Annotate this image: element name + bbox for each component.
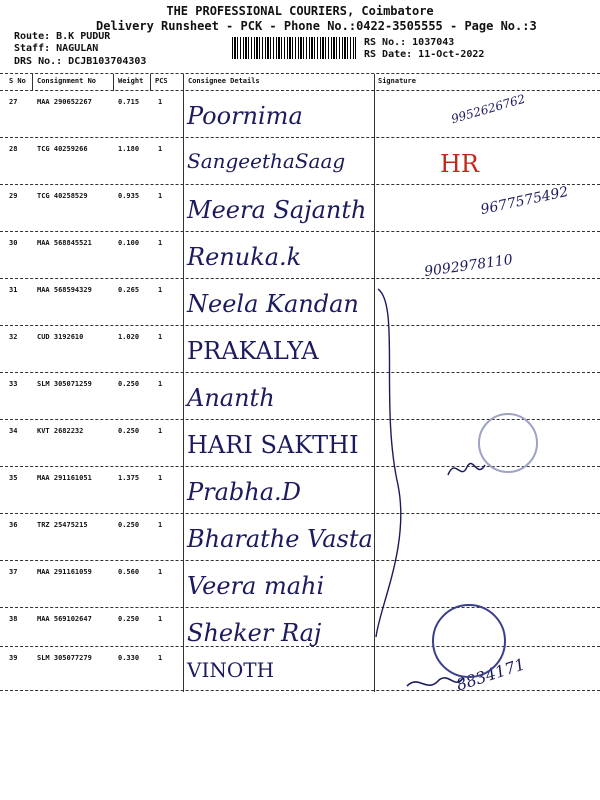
row-weight: 0.250 <box>118 427 140 435</box>
signature-initials: HR <box>440 150 479 178</box>
row-divider <box>0 372 600 373</box>
row-sno: 33 <box>9 380 18 388</box>
col-divider <box>150 74 151 91</box>
row-pcs: 1 <box>158 568 163 576</box>
column-header-row <box>0 75 600 89</box>
row-consignee: Renuka.k <box>187 243 302 271</box>
signature-phone: 9952626762 <box>449 91 527 127</box>
row-sno: 36 <box>9 521 18 529</box>
courier-stamp <box>478 413 538 473</box>
row-pcs: 1 <box>158 427 163 435</box>
row-consignment: MAA 291161059 <box>37 568 92 576</box>
row-weight: 0.250 <box>118 380 140 388</box>
row-consignment: SLM 305071259 <box>37 380 92 388</box>
row-consignee: Poornima <box>187 102 303 130</box>
col-sno: S No <box>9 77 26 85</box>
row-consignment: MAA 291161051 <box>37 474 92 482</box>
row-divider <box>0 646 600 647</box>
row-divider <box>0 607 600 608</box>
delivery-bracket-mark <box>370 285 420 645</box>
signature-number: 8834171 <box>453 654 528 695</box>
row-sno: 32 <box>9 333 18 341</box>
row-consignee: HARI SAKTHI <box>187 431 359 459</box>
row-sno: 37 <box>9 568 18 576</box>
rs-date: RS Date: 11-Oct-2022 <box>364 49 485 60</box>
col-consignee: Consignee Details <box>188 77 260 85</box>
col-divider <box>113 74 114 91</box>
row-consignment: SLM 305077279 <box>37 654 92 662</box>
row-pcs: 1 <box>158 286 163 294</box>
row-pcs: 1 <box>158 521 163 529</box>
table-row <box>0 515 600 560</box>
row-consignee: Sheker Raj <box>187 619 322 647</box>
row-pcs: 1 <box>158 145 163 153</box>
row-sno: 27 <box>9 98 18 106</box>
row-sno: 39 <box>9 654 18 662</box>
row-sno: 34 <box>9 427 18 435</box>
row-pcs: 1 <box>158 474 163 482</box>
header-bottom-rule <box>0 90 600 91</box>
row-consignment: MAA 290652267 <box>37 98 92 106</box>
col-weight: Weight <box>118 77 144 85</box>
row-consignment: CUD 3192610 <box>37 333 84 341</box>
row-weight: 0.715 <box>118 98 140 106</box>
row-consignee: Neela Kandan <box>187 290 359 318</box>
row-sno: 31 <box>9 286 18 294</box>
row-weight: 0.265 <box>118 286 140 294</box>
row-weight: 1.375 <box>118 474 140 482</box>
row-consignee: Veera mahi <box>187 572 325 600</box>
col-divider <box>32 74 33 91</box>
row-consignment: KVT 2682232 <box>37 427 84 435</box>
row-consignment: MAA 568594329 <box>37 286 92 294</box>
row-sno: 29 <box>9 192 18 200</box>
row-weight: 0.100 <box>118 239 140 247</box>
row-consignee: Prabha.D <box>187 478 301 506</box>
row-consignee: Meera Sajanth <box>187 196 367 224</box>
row-divider <box>0 690 600 691</box>
table-row <box>0 468 600 513</box>
row-consignee: SangeethaSaag <box>187 149 346 173</box>
row-divider <box>0 325 600 326</box>
table-row <box>0 562 600 607</box>
row-pcs: 1 <box>158 380 163 388</box>
page-title: THE PROFESSIONAL COURIERS, Coimbatore <box>166 4 434 18</box>
route-label: Route: B.K PUDUR <box>14 31 111 42</box>
row-pcs: 1 <box>158 239 163 247</box>
row-divider <box>0 278 600 279</box>
row-consignment: TCG 40259266 <box>37 145 88 153</box>
row-consignee: PRAKALYA <box>187 337 319 365</box>
row-consignment: TRZ 25475215 <box>37 521 88 529</box>
row-pcs: 1 <box>158 192 163 200</box>
table-row <box>0 327 600 372</box>
row-divider <box>0 137 600 138</box>
row-consignee: VINOTH <box>187 658 275 682</box>
courier-stamp <box>432 604 506 678</box>
row-sno: 30 <box>9 239 18 247</box>
row-pcs: 1 <box>158 654 163 662</box>
runsheet-subtitle: Delivery Runsheet - PCK - Phone No.:0422-3505555 - Page No.:3 <box>96 19 537 33</box>
table-row <box>0 139 600 184</box>
row-divider <box>0 560 600 561</box>
row-consignment: MAA 569102647 <box>37 615 92 623</box>
row-divider <box>0 513 600 514</box>
signature-phone: 9677575492 <box>479 183 570 219</box>
row-sno: 28 <box>9 145 18 153</box>
col-pcs: PCS <box>155 77 168 85</box>
row-pcs: 1 <box>158 98 163 106</box>
staff-label: Staff: NAGULAN <box>14 43 99 54</box>
row-sno: 35 <box>9 474 18 482</box>
row-weight: 0.330 <box>118 654 140 662</box>
row-weight: 1.180 <box>118 145 140 153</box>
rs-number: RS No.: 1037043 <box>364 37 455 48</box>
header-top-rule <box>0 73 600 74</box>
row-consignee: Ananth <box>187 384 275 412</box>
signature-phone: 9092978110 <box>423 251 514 281</box>
barcode <box>232 37 356 59</box>
row-consignee: Bharathe Vasta <box>187 525 373 553</box>
row-weight: 0.250 <box>118 615 140 623</box>
row-weight: 0.560 <box>118 568 140 576</box>
row-weight: 1.020 <box>118 333 140 341</box>
row-consignment: MAA 568845521 <box>37 239 92 247</box>
row-pcs: 1 <box>158 333 163 341</box>
drs-number: DRS No.: DCJB103704303 <box>14 56 147 67</box>
table-row <box>0 280 600 325</box>
row-weight: 0.250 <box>118 521 140 529</box>
col-signature: Signature <box>378 77 416 85</box>
col-consignment: Consignment No <box>37 77 97 85</box>
row-divider <box>0 184 600 185</box>
row-divider <box>0 231 600 232</box>
row-consignment: TCG 40258529 <box>37 192 88 200</box>
row-sno: 38 <box>9 615 18 623</box>
row-weight: 0.935 <box>118 192 140 200</box>
row-pcs: 1 <box>158 615 163 623</box>
